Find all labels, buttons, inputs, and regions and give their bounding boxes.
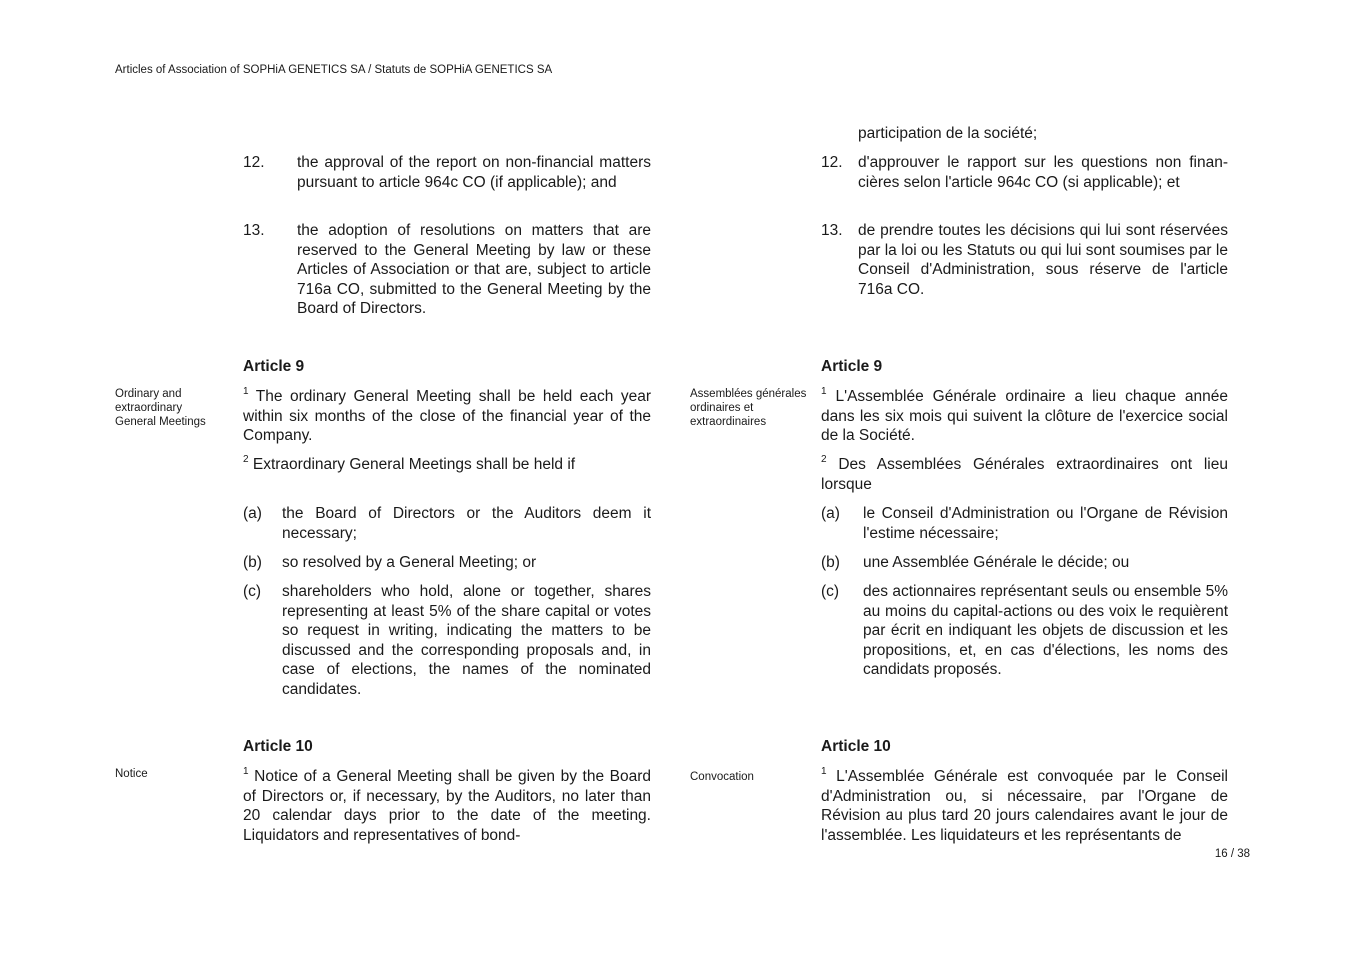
fr-item-13-text: de prendre toutes les décisions qui lui sont réservées par la loi ou les Statuts ou qui lui sont soumises par le Conseil d'Administration, sous réserve de l'article 716a CO. <box>858 222 1228 298</box>
fr-article-9-heading: Article 9 <box>821 358 883 375</box>
fr-article-9-item-b <box>821 553 1228 573</box>
en-article-9-para-1-sup: 1 <box>243 385 249 397</box>
fr-item-13 <box>821 221 1228 301</box>
en-article-9-heading: Article 9 <box>243 358 305 375</box>
fr-article-9-para-2-text: Des Assemblées Générales extraordinaires ont lieu lorsque <box>821 456 1228 493</box>
en-article-9-item-a-text: the Board of Directors or the Auditors deem it necessary; <box>282 505 651 542</box>
fr-item-12-text: d'approuver le rapport sur les questions non finan-cières selon l'article 964c CO (si applicable); et <box>858 154 1228 191</box>
en-item-12 <box>243 153 651 213</box>
fr-item-13-number: 13. <box>821 222 843 239</box>
en-item-12-text: the approval of the report on non-financial matters pursuant to article 964c CO (if applicable); and <box>297 154 651 191</box>
en-article-10-heading: Article 10 <box>243 738 313 755</box>
fr-article-10-para-1-sup: 1 <box>821 765 827 777</box>
fr-article-9-item-a <box>821 504 1228 544</box>
fr-item-12-number: 12. <box>821 154 843 171</box>
fr-article-9-item-a-text: le Conseil d'Administration ou l'Organe de Révision l'estime nécessaire; <box>863 505 1228 542</box>
en-article-9-item-c <box>243 582 651 702</box>
en-item-13 <box>243 221 651 321</box>
running-header: Articles of Association of SOPHiA GENETICS SA / Statuts de SOPHiA GENETICS SA <box>115 64 553 76</box>
fr-article-9-para-1-sup: 1 <box>821 385 827 397</box>
fr-article-9-item-c <box>821 582 1228 682</box>
en-article-9-item-a-label: (a) <box>243 505 262 522</box>
en-article-10-para-1-sup: 1 <box>243 765 249 777</box>
en-article-9-item-b-text: so resolved by a General Meeting; or <box>282 554 537 571</box>
fr-article-9-margin-note: Assemblées générales ordinaires et extraordinaires <box>690 388 807 428</box>
fr-article-9-item-c-label: (c) <box>821 583 840 600</box>
en-article-9-para-2-sup: 2 <box>243 453 249 465</box>
fr-article-9-para-2 <box>821 455 1228 494</box>
en-article-9-para-1-text: The ordinary General Meeting shall be held each year within six months of the close of the financial year of the Company. <box>243 388 651 444</box>
en-item-13-number: 13. <box>243 222 265 239</box>
en-article-9-para-2 <box>243 455 651 475</box>
en-article-10-margin-note: Notice <box>115 768 148 780</box>
en-article-9-item-b <box>243 553 651 573</box>
fr-article-9-item-b-text: une Assemblée Générale le décide; ou <box>863 554 1130 571</box>
en-item-13-text: the adoption of resolutions on matters that are reserved to the General Meeting by law or these Articles of Association or that are, subject to article 716a CO, submitted to the General Meeting by the Board of Directors. <box>297 222 651 317</box>
en-article-9-para-1 <box>243 387 651 446</box>
fr-article-9-para-1-text: L'Assemblée Générale ordinaire a lieu chaque année dans les six mois qui suivent la clôture de l'exercice social de la Société. <box>821 388 1228 444</box>
fr-article-10-para-1-text: L'Assemblée Générale est convoquée par le Conseil d'Administration ou, si nécessaire, par l'Organe de Révision au plus tard 20 jours calendaires avant le jour de l'assemblée. Les liquidateurs et les représentants de <box>821 768 1228 844</box>
fr-article-10-heading: Article 10 <box>821 738 891 755</box>
en-article-9-margin-note: Ordinary and extraordinary General Meetings <box>115 388 206 428</box>
fr-article-9-item-a-label: (a) <box>821 505 840 522</box>
fr-item-12 <box>821 153 1228 193</box>
page-number: 16 / 38 <box>1214 848 1250 860</box>
en-article-9-item-b-label: (b) <box>243 554 262 571</box>
en-item-12-number: 12. <box>243 154 265 171</box>
fr-article-9-para-1 <box>821 387 1228 446</box>
en-article-9-item-c-label: (c) <box>243 583 262 600</box>
fr-article-9-item-b-label: (b) <box>821 554 840 571</box>
fr-article-10-para-1 <box>821 767 1228 845</box>
en-article-9-item-c-text: shareholders who hold, alone or together, shares representing at least 5% of the share capital or votes so request in writing, indicating the matters to be discussed and the corresponding proposals and, in case of elections, the names of the nominated candidates. <box>282 583 651 698</box>
fr-continuation-text: participation de la société; <box>858 125 1038 142</box>
fr-article-9-item-c-text: des actionnaires représentant seuls ou ensemble 5% au moins du capital-actions ou des voix le requièrent par écrit en indiquant les objets de discussion et les propositions, et, en cas d'élections, les noms des candidats proposés. <box>863 583 1228 678</box>
fr-article-9-para-2-sup: 2 <box>821 453 827 465</box>
fr-article-10-margin-note: Convocation <box>690 771 754 783</box>
en-article-9-item-a <box>243 504 651 544</box>
en-article-9-para-2-text: Extraordinary General Meetings shall be held if <box>252 456 576 473</box>
en-article-10-para-1-text: Notice of a General Meeting shall be given by the Board of Directors or, if necessary, by the Auditors, no later than 20 calendar days prior to the date of the meeting. Liquidators and representatives of bond- <box>243 768 651 844</box>
en-article-10-para-1 <box>243 767 651 845</box>
